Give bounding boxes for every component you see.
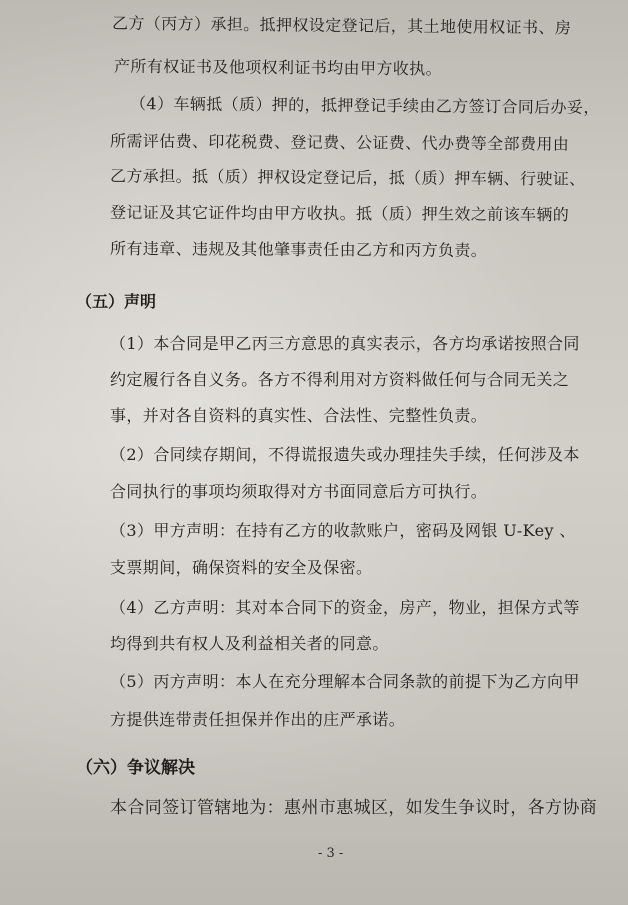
page-number: - 3 -	[318, 846, 344, 861]
section-heading-statement: （五）声明	[76, 292, 157, 311]
text-line: 均得到共有权人及利益相关者的同意。	[110, 634, 389, 653]
text-line: 乙方承担。抵（质）押权设定登记后，抵（质）押车辆、行驶证、	[109, 166, 586, 189]
text-line: 支票期间，确保资料的安全及保密。	[110, 558, 373, 577]
text-line: 乙方（丙方）承担。抵押权设定登记后，其土地使用权证书、房	[111, 13, 572, 38]
text-line: 所有违章、违规及其他肇事责任由乙方和丙方负责。	[109, 239, 488, 260]
text-line: （1）本合同是甲乙丙三方意思的真实表示，各方均承诺按照合同	[110, 334, 580, 353]
text-line: （3）甲方声明：在持有乙方的收款账户，密码及网银 U-Key 、	[110, 521, 576, 540]
text-line: 合同执行的事项均须取得对方书面同意后方可执行。	[110, 482, 488, 501]
text-line: （2）合同续存期间，不得谎报遗失或办理挂失手续，任何涉及本	[110, 445, 580, 464]
text-line: 登记证及其它证件均由甲方收执。抵（质）押生效之前该车辆的	[109, 202, 570, 225]
section-heading-dispute-resolution: （六）争议解决	[76, 758, 195, 778]
text-line: （5）丙方声明：本人在充分理解本合同条款的前提下为乙方向甲	[110, 672, 580, 691]
text-line: 产所有权证书及他项权利证书均由甲方收执。	[113, 56, 443, 79]
text-line: （4）车辆抵（质）押的，抵押登记手续由乙方签订合同后办妥，	[129, 93, 600, 118]
text-line: 约定履行各自义务。各方不得利用对方资料做任何与合同无关之	[110, 370, 570, 389]
text-line: （4）乙方声明：其对本合同下的资金，房产，物业，担保方式等	[110, 598, 580, 617]
text-line: 所需评估费、印花税费、登记费、公证费、代办费等全部费用由	[109, 131, 570, 154]
text-line: 事，并对各自资料的真实性、合法性、完整性负责。	[110, 406, 488, 425]
text-line: 本合同签订管辖地为：惠州市惠城区，如发生争议时，各方协商	[110, 798, 598, 818]
text-line: 方提供连带责任担保并作出的庄严承诺。	[110, 710, 406, 729]
